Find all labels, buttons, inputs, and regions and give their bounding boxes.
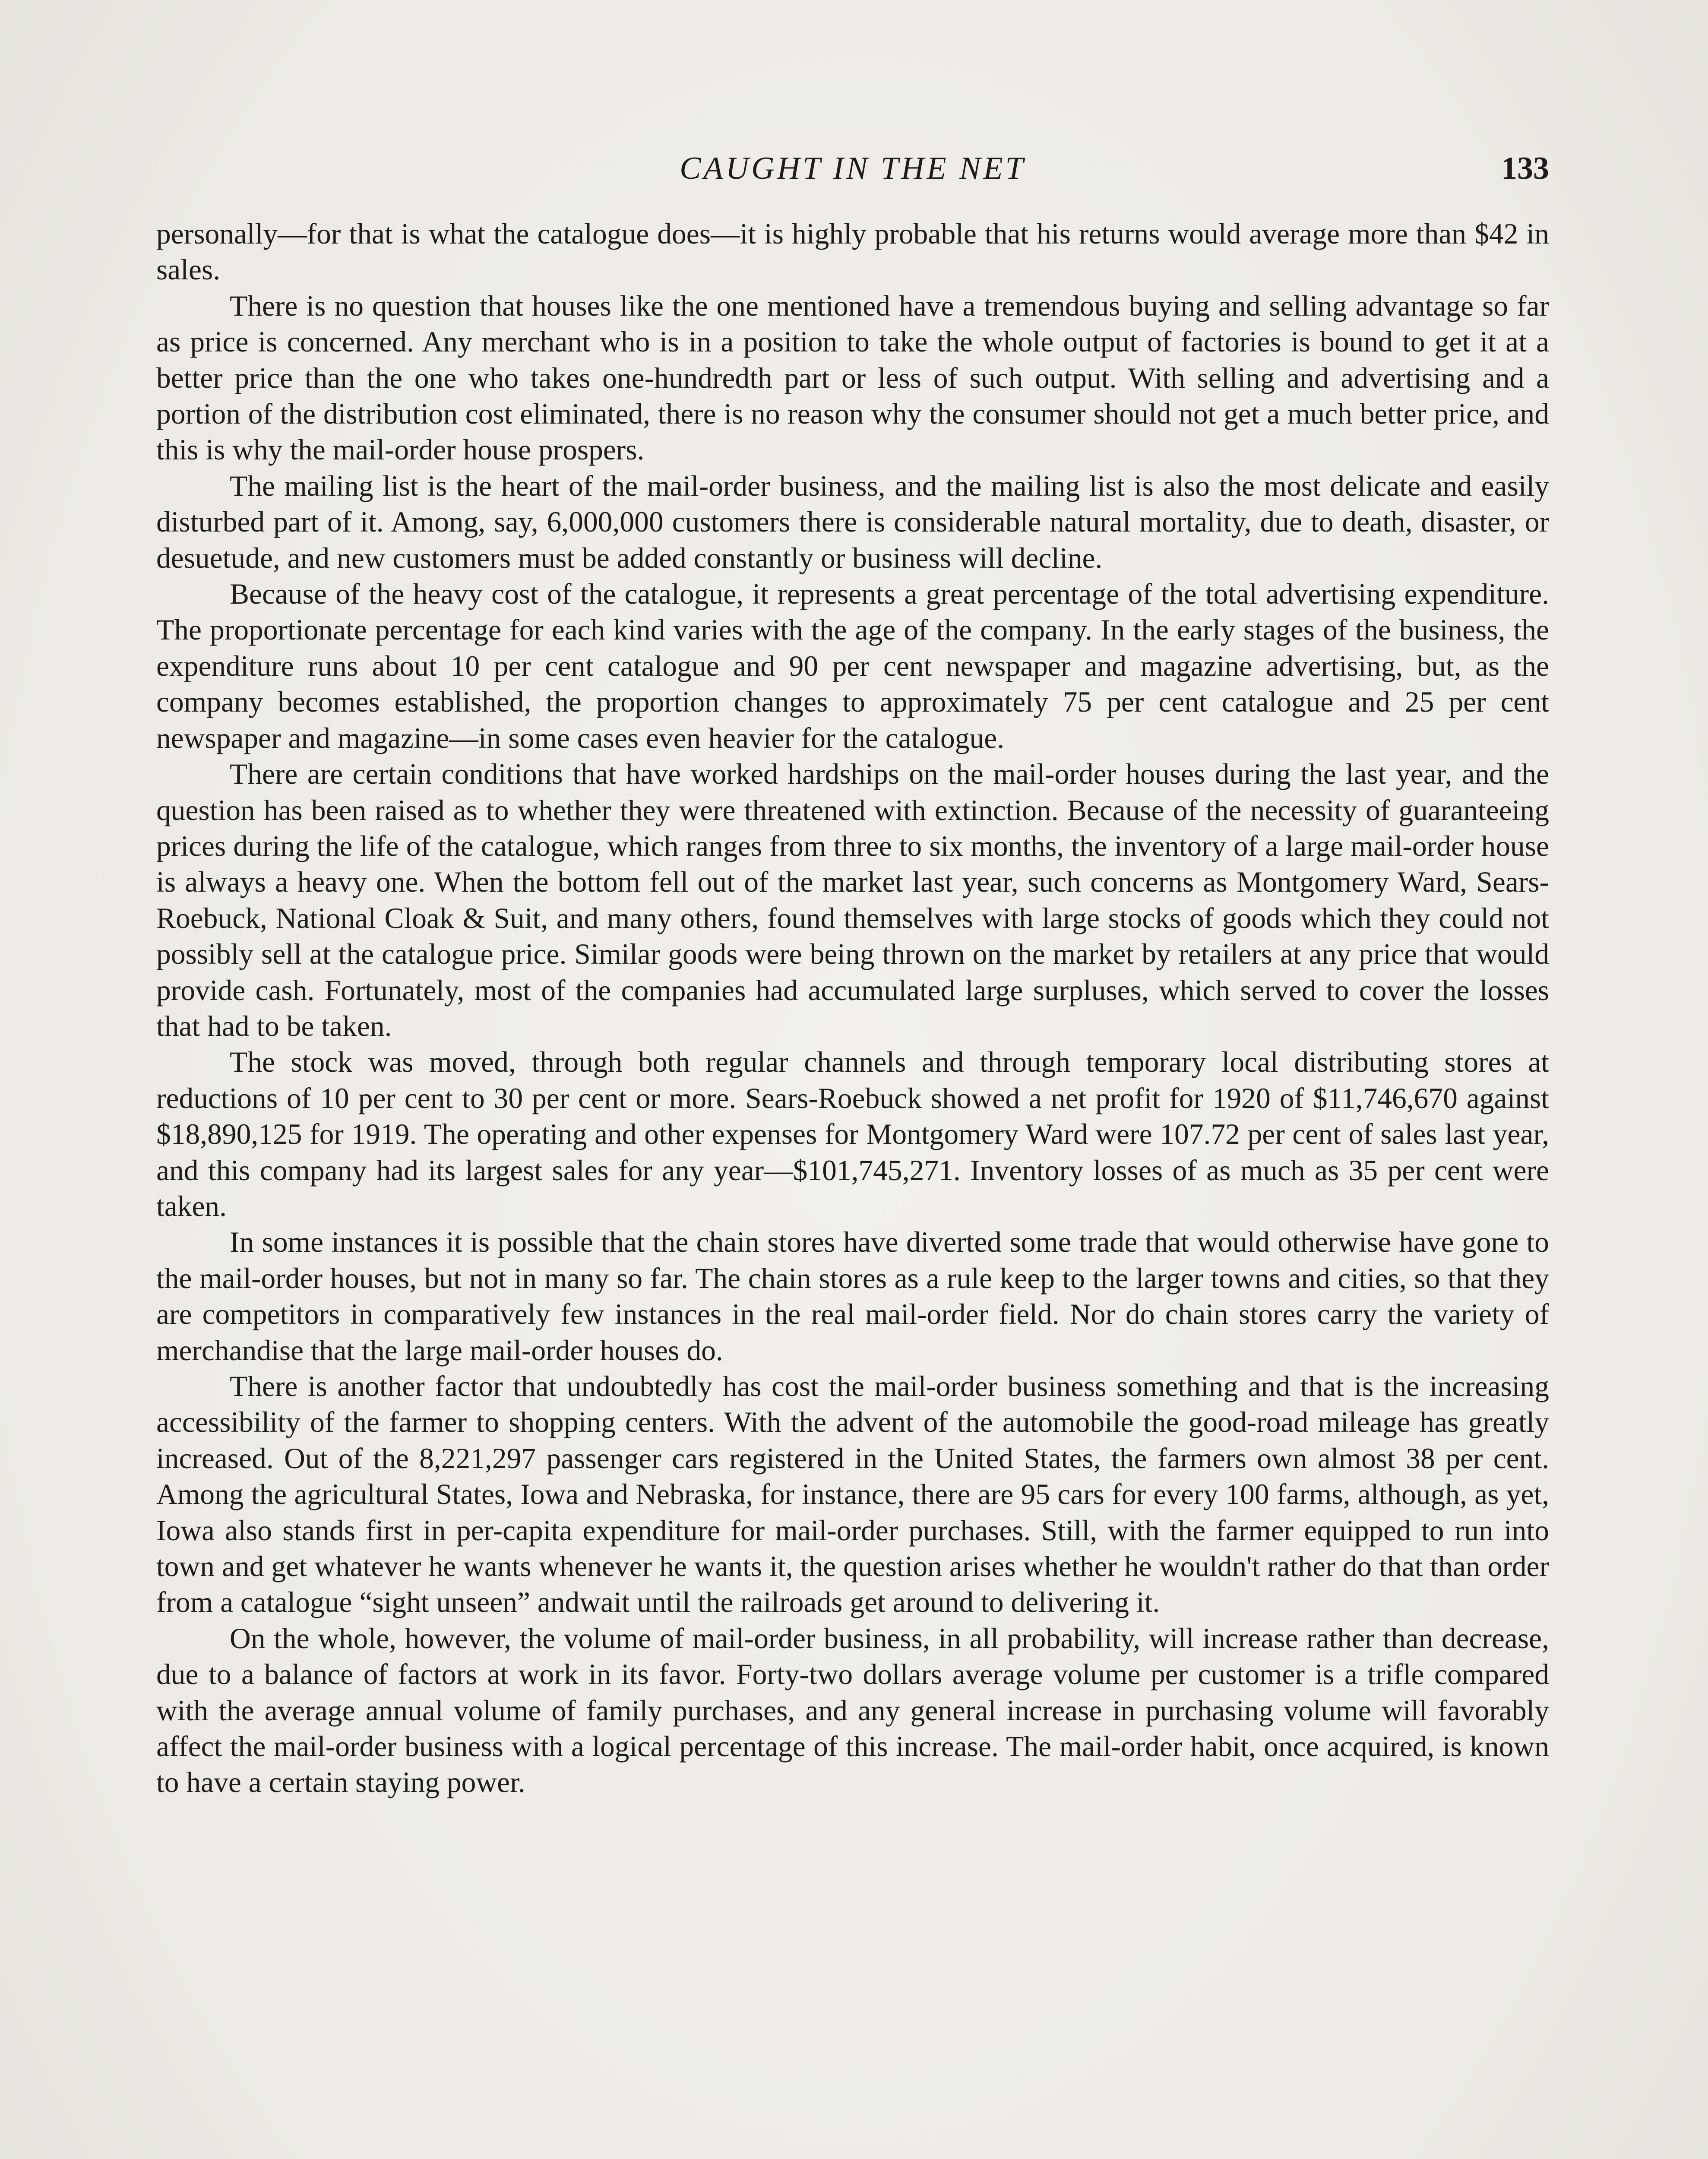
paragraph: In some instances it is possible that the chain stores have diverted some trade that would otherwise have gone to the mail-order houses, but not in many so far. The chain stores as a rule keep to the larger towns and cities, so that they are competitors in comparatively few instances in the real mail-order field. Nor do chain stores carry the variety of merchandise that the large mail-order houses do. bbox=[156, 1226, 1549, 1367]
page-header bbox=[156, 142, 1549, 194]
paragraph: The mailing list is the heart of the mail-order business, and the mailing list is also the most delicate and easily disturbed part of it. Among, say, 6,000,000 customers there is considerable natural mortality, due to death, disaster, or desuetude, and new customers must be added constantly or business will decline. bbox=[156, 469, 1549, 574]
page-number: 133 bbox=[1501, 151, 1549, 186]
body-text bbox=[156, 216, 1549, 1801]
paragraph: On the whole, however, the volume of mail-order business, in all probability, will increase rather than decrease, due to a balance of factors at work in its favor. Forty-two dollars average volume per customer is a trifle compared with the average annual volume of family purchases, and any general increase in purchasing volume will favorably affect the mail-order business with a logical percentage of this increase. The mail-order habit, once acquired, is known to have a certain staying power. bbox=[156, 1622, 1549, 1799]
paragraph: The stock was moved, through both regular channels and through temporary local distributing stores at reductions of 10 per cent to 30 per cent or more. Sears-Roebuck showed a net profit for 1920 of $11,746,670 against $18,890,125 for 1919. The operating and other expenses for Montgomery Ward were 107.72 per cent of sales last year, and this company had its largest sales for any year—$101,745,271. Inventory losses of as much as 35 per cent were taken. bbox=[156, 1046, 1549, 1222]
paragraph: There is another factor that undoubtedly has cost the mail-order business something and that is the increasing accessibility of the farmer to shopping centers. With the advent of the automobile the good-road mileage has greatly increased. Out of the 8,221,297 passenger cars registered in the United States, the farmers own almost 38 per cent. Among the agricultural States, Iowa and Nebraska, for instance, there are 95 cars for every 100 farms, although, as yet, Iowa also stands first in per-capita expenditure for mail-order purchases. Still, with the farmer equipped to run into town and get whatever he wants whenever he wants it, the question arises whether he wouldn't rather do that than order from a catalogue “sight unseen” andwait until the railroads get around to delivering it. bbox=[156, 1370, 1549, 1619]
paragraph-continuation: personally—for that is what the catalogue does—it is highly probable that his returns would average more than $42 in sales. bbox=[156, 218, 1549, 286]
paragraph: There is no question that houses like the one mentioned have a tremendous buying and selling advantage so far as price is concerned. Any merchant who is in a position to take the whole output of factories is bound to get it at a better price than the one who takes one-hundredth part or less of such output. With selling and advertising and a portion of the distribution cost eliminated, there is no reason why the consumer should not get a much better price, and this is why the mail-order house prospers. bbox=[156, 289, 1549, 466]
running-title: CAUGHT IN THE NET bbox=[680, 151, 1026, 186]
paragraph: Because of the heavy cost of the catalogue, it represents a great percentage of the total advertising expenditure. The proportionate percentage for each kind varies with the age of the company. In the early stages of the business, the expenditure runs about 10 per cent catalogue and 90 per cent newspaper and magazine advertising, but, as the company becomes established, the proportion changes to approximately 75 per cent catalogue and 25 per cent newspaper and magazine—in some cases even heavier for the catalogue. bbox=[156, 578, 1549, 754]
paragraph: There are certain conditions that have worked hardships on the mail-order houses during the last year, and the question has been raised as to whether they were threatened with extinction. Because of the necessity of guaranteeing prices during the life of the catalogue, which ranges from three to six months, the inventory of a large mail-order house is always a heavy one. When the bottom fell out of the market last year, such concerns as Montgomery Ward, Sears-Roebuck, National Cloak & Suit, and many others, found themselves with large stocks of goods which they could not possibly sell at the catalogue price. Similar goods were being thrown on the market by retailers at any price that would provide cash. Fortunately, most of the companies had accumulated large surpluses, which served to cover the losses that had to be taken. bbox=[156, 758, 1549, 1042]
